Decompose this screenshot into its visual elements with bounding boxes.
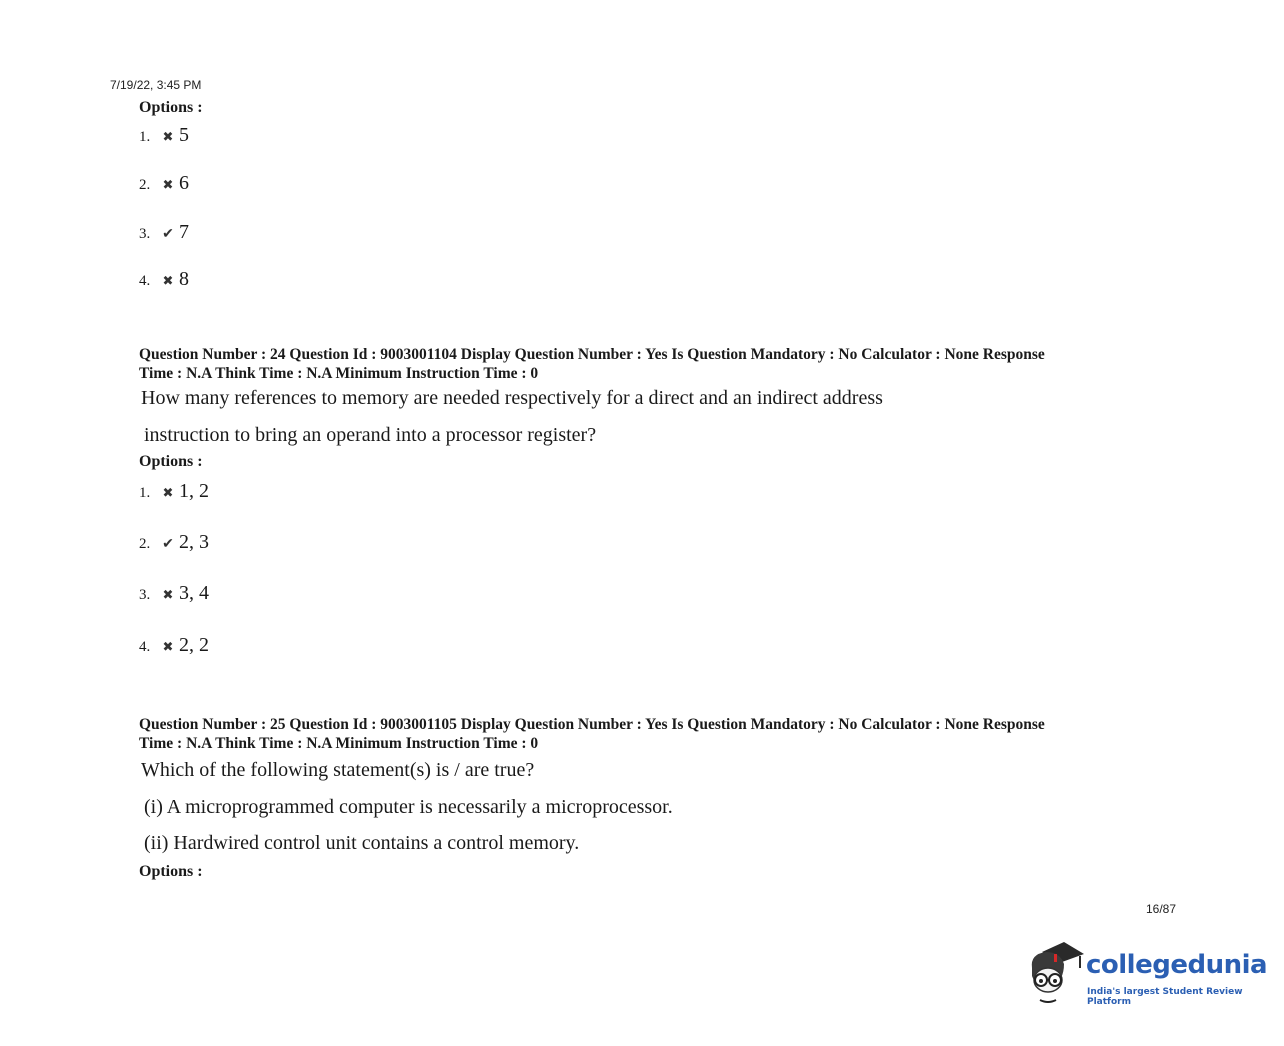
option-value: 2, 3 — [179, 531, 209, 553]
cross-icon: ✖ — [162, 639, 174, 654]
option-item — [139, 172, 189, 195]
question-meta — [139, 345, 1129, 383]
cross-icon: ✖ — [162, 587, 174, 602]
question-meta-line: Question Number : 24 Question Id : 9003001104 Display Question Number : Yes Is Question Mandatory : No Calculator : None Response — [139, 346, 1045, 363]
option-number: 4. — [139, 639, 151, 655]
question-text: Which of the following statement(s) is / are true? — [141, 759, 535, 781]
option-value: 8 — [179, 268, 189, 290]
option-number: 2. — [139, 536, 151, 552]
question-statement: (ii) Hardwired control unit contains a control memory. — [144, 832, 580, 854]
option-item — [139, 268, 189, 291]
question-meta — [139, 715, 1129, 753]
option-number: 2. — [139, 177, 151, 193]
option-item — [139, 634, 209, 657]
options-heading: Options : — [139, 863, 203, 880]
check-icon: ✔ — [162, 227, 174, 242]
option-value: 2, 2 — [179, 634, 209, 656]
option-number: 1. — [139, 485, 151, 501]
cross-icon: ✖ — [162, 177, 174, 192]
option-value: 1, 2 — [179, 480, 209, 502]
option-item — [139, 221, 189, 244]
question-meta-line: Question Number : 25 Question Id : 9003001105 Display Question Number : Yes Is Question Mandatory : No Calculator : None Response — [139, 716, 1045, 733]
page-number: 16/87 — [1146, 902, 1177, 916]
question-text: instruction to bring an operand into a processor register? — [144, 424, 597, 446]
question-text: How many references to memory are needed respectively for a direct and an indirect address — [141, 387, 883, 409]
option-item — [139, 124, 189, 147]
option-value: 3, 4 — [179, 582, 209, 604]
question-meta-line: Time : N.A Think Time : N.A Minimum Instruction Time : 0 — [139, 735, 539, 752]
logo-tagline: India's largest Student Review Platform — [1087, 987, 1243, 1007]
question-statement: (i) A microprogrammed computer is necessarily a microprocessor. — [144, 796, 673, 818]
options-heading: Options : — [139, 453, 203, 470]
collegedunia-mascot-icon — [1024, 940, 1086, 1008]
option-value: 7 — [179, 221, 189, 243]
cross-icon: ✖ — [162, 129, 174, 144]
option-value: 5 — [179, 124, 189, 146]
cross-icon: ✖ — [162, 485, 174, 500]
option-item — [139, 480, 209, 503]
options-heading: Options : — [139, 99, 203, 116]
question-meta-line: Time : N.A Think Time : N.A Minimum Instruction Time : 0 — [139, 365, 539, 382]
print-timestamp: 7/19/22, 3:45 PM — [110, 78, 202, 92]
option-number: 3. — [139, 587, 151, 603]
option-item — [139, 582, 209, 605]
option-number: 3. — [139, 226, 151, 242]
option-number: 1. — [139, 129, 151, 145]
option-value: 6 — [179, 172, 189, 194]
check-icon: ✔ — [162, 537, 174, 552]
cross-icon: ✖ — [162, 273, 174, 288]
option-number: 4. — [139, 273, 151, 289]
logo-wordmark: collegedunia — [1086, 950, 1268, 980]
option-item — [139, 531, 209, 554]
